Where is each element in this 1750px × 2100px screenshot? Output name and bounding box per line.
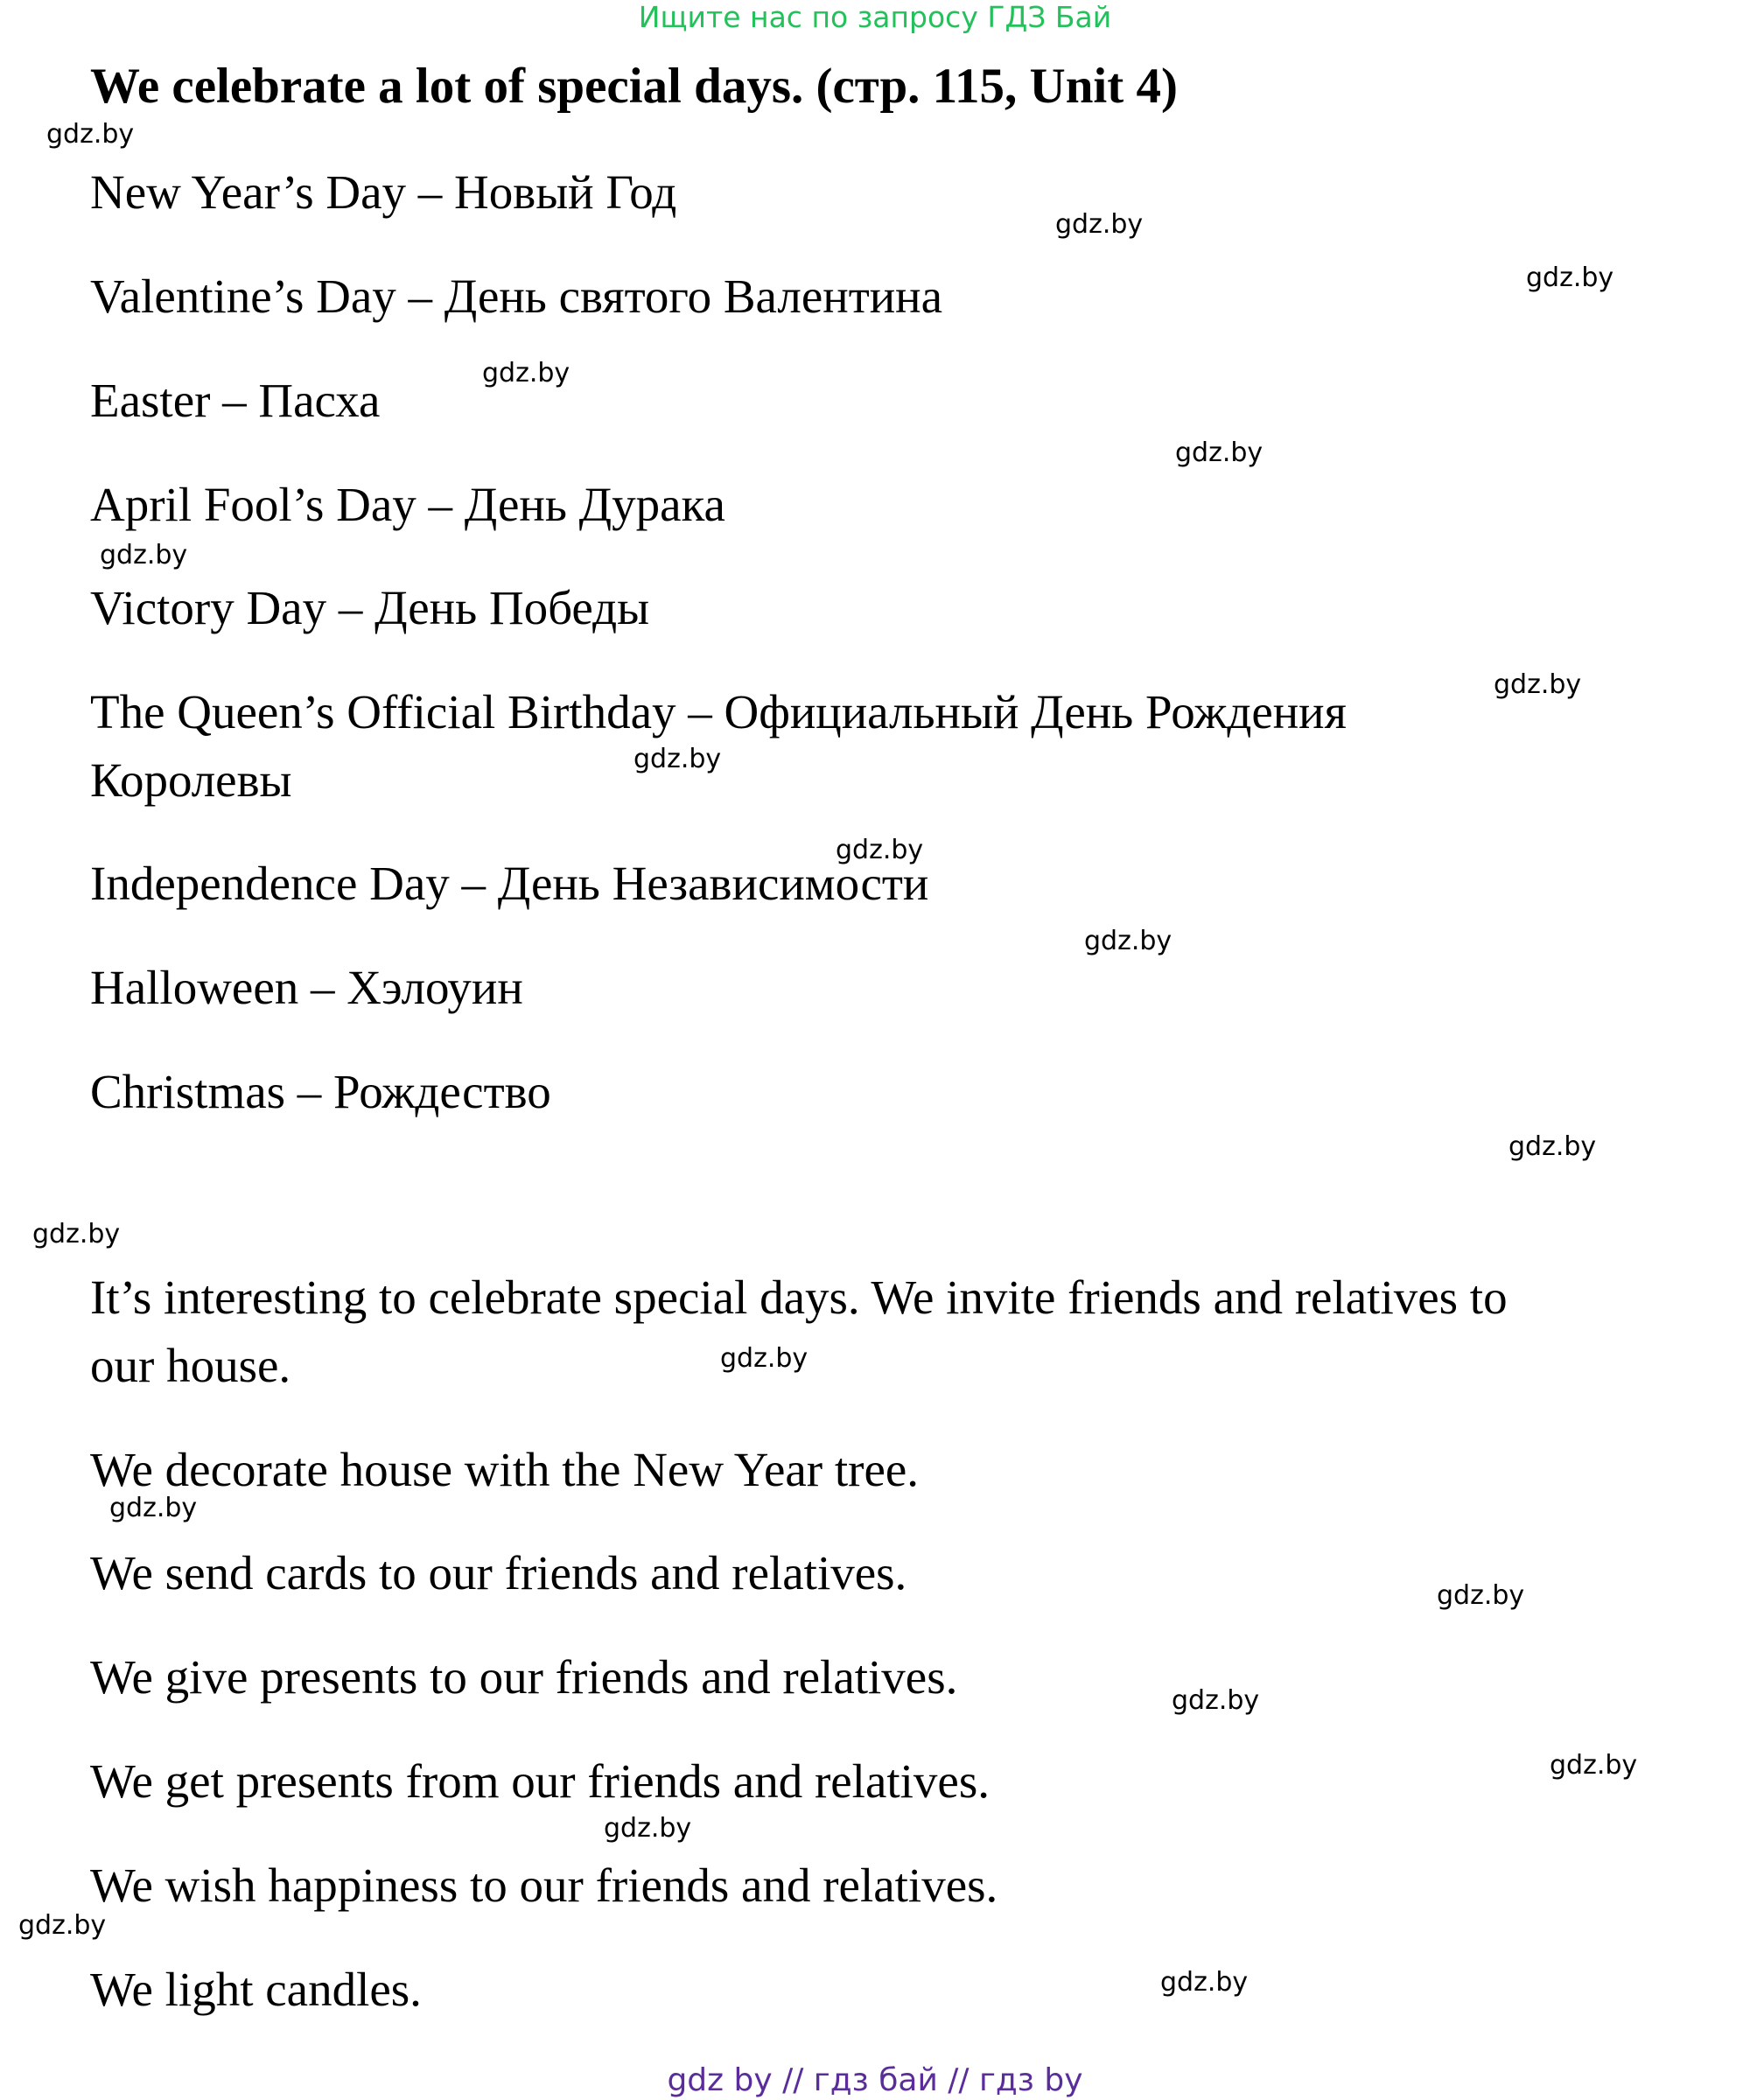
sentence-line: our house. — [90, 1339, 291, 1392]
watermark: gdz.by — [1084, 926, 1172, 956]
watermark: gdz.by — [18, 1910, 107, 1941]
watermark: gdz.by — [46, 119, 135, 150]
page-title: We celebrate a lot of special days. (стр. 115, Unit 4) — [90, 59, 1178, 114]
holiday-line: April Fool’s Day – День Дурака — [90, 478, 725, 531]
holiday-line: Halloween – Хэлоуин — [90, 961, 523, 1014]
sentence-line: We get presents from our friends and relatives. — [90, 1754, 990, 1808]
watermark: gdz.by — [1526, 262, 1614, 293]
watermark: gdz.by — [1494, 669, 1582, 700]
watermark: gdz.by — [604, 1813, 692, 1844]
holiday-line: Королевы — [90, 753, 292, 807]
holiday-line: Easter – Пасха — [90, 374, 381, 427]
sentence-line: It’s interesting to celebrate special days. We invite friends and relatives to — [90, 1270, 1508, 1324]
sentence-line: We send cards to our friends and relatives. — [90, 1546, 907, 1600]
sentence-line: We light candles. — [90, 1963, 422, 2016]
holiday-line: The Queen’s Official Birthday – Официальный День Рождения — [90, 685, 1347, 738]
sentence-line: We give presents to our friends and relatives. — [90, 1650, 958, 1704]
holiday-line: Victory Day – День Победы — [90, 581, 650, 634]
watermark: gdz.by — [1175, 438, 1264, 468]
holiday-line: Independence Day – День Независимости — [90, 857, 929, 910]
footer-links: gdz by // гдз бай // гдз by — [667, 2062, 1083, 2098]
watermark: gdz.by — [109, 1493, 198, 1523]
holiday-line: New Year’s Day – Новый Год — [90, 165, 677, 219]
watermark: gdz.by — [836, 835, 924, 865]
holiday-line: Christmas – Рождество — [90, 1065, 551, 1118]
top-banner: Ищите нас по запросу ГДЗ Бай — [638, 0, 1112, 34]
watermark: gdz.by — [720, 1343, 808, 1374]
sentence-line: We decorate house with the New Year tree. — [90, 1443, 920, 1496]
holiday-line: Valentine’s Day – День святого Валентина — [90, 270, 943, 323]
watermark: gdz.by — [1160, 1967, 1249, 1998]
watermark: gdz.by — [1172, 1685, 1260, 1716]
watermark: gdz.by — [634, 744, 722, 774]
watermark: gdz.by — [1437, 1580, 1525, 1611]
watermark: gdz.by — [32, 1219, 121, 1250]
watermark: gdz.by — [1508, 1131, 1597, 1162]
sentence-line: We wish happiness to our friends and relatives. — [90, 1858, 998, 1912]
watermark: gdz.by — [1055, 209, 1144, 240]
watermark: gdz.by — [482, 358, 570, 388]
watermark: gdz.by — [1550, 1750, 1638, 1781]
watermark: gdz.by — [100, 540, 188, 570]
